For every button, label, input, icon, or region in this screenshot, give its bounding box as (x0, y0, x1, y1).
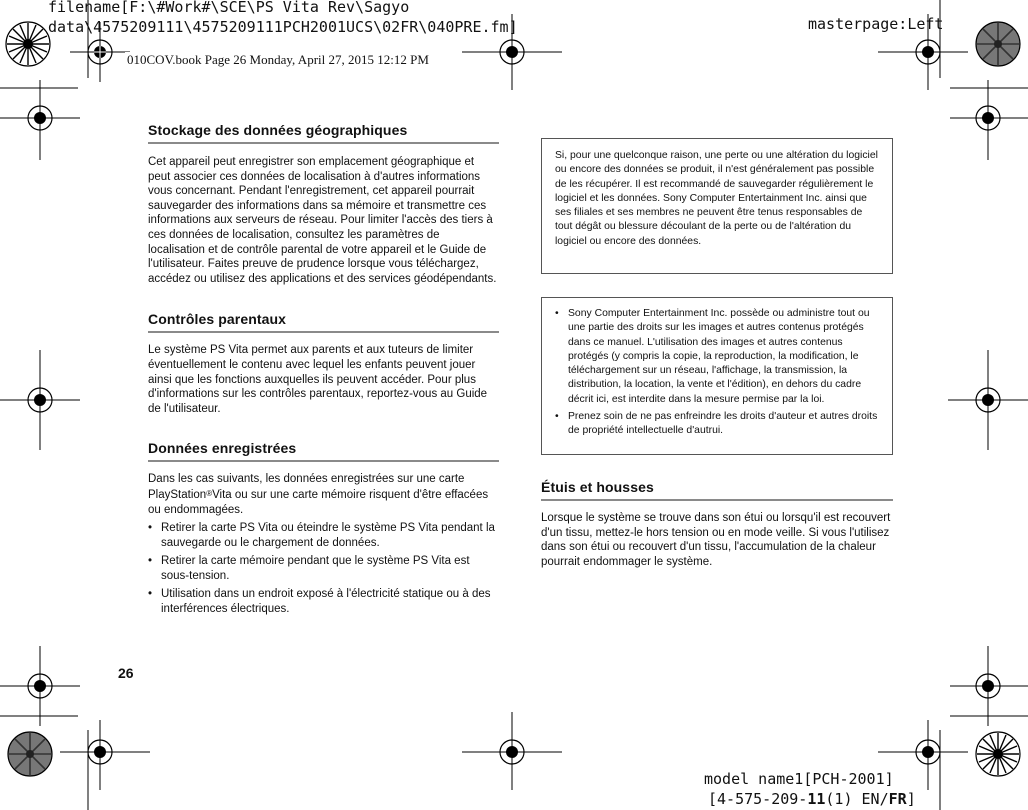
header-book-info: 010COV.book Page 26 Monday, April 27, 2015 12:12 PM (127, 52, 429, 67)
section-text-geo (148, 155, 499, 286)
registered-mark: ® (206, 488, 213, 498)
list-item: • Utilisation dans un endroit exposé à l'électricité statique ou à des interférences électriques. (148, 587, 499, 616)
footer-code-prefix: [4-575-209- (708, 790, 808, 808)
section-title-saved-data: Données enregistrées (148, 440, 297, 457)
footer-code (708, 790, 916, 808)
footer-model-name: model name1[PCH-2001] (704, 770, 894, 788)
notice-box-data-loss (541, 138, 893, 274)
footer-code-end: ] (906, 790, 916, 808)
page-number: 26 (118, 665, 134, 681)
saved-data-list (148, 521, 499, 617)
header-filename-line2: data\4575209111\4575209111PCH2001UCS\02FR\040PRE.fm] (48, 18, 518, 36)
section-cases (541, 479, 893, 569)
section-text-cases (541, 511, 893, 569)
saved-data-intro-b: Vita ou sur une carte mémoire risquent d'être effacées ou endommagées. (148, 488, 489, 516)
left-column (148, 122, 499, 617)
section-rule (148, 460, 499, 462)
section-rule (148, 142, 499, 144)
saved-data-intro-a: Dans les cas suivants, les données enregistrées sur une carte PlayStation (148, 473, 465, 501)
section-rule (148, 331, 499, 333)
section-title-cases: Étuis et housses (541, 479, 654, 495)
header-filename-line1: filename[F:\#Work#\SCE\PS Vita Rev\Sagyo (48, 0, 410, 16)
footer-code-edition: 11 (807, 790, 826, 808)
list-item: • Prenez soin de ne pas enfreindre les droits d'auteur et autres droits de propriété intellectuelle d'autrui. (555, 410, 879, 439)
cases-paragraph: Lorsque le système se trouve dans son étui ou lorsqu'il est recouvert d'un tissu, mettez-le hors tension ou en mode veille. Si vous l'utilisez dans son étui ou recouvert d'un tissu, l'accumulation de la chaleur pourrait endommager le système. (541, 512, 891, 568)
notice-box-copyright (541, 297, 893, 455)
footer-code-lang: FR (888, 790, 907, 808)
header-masterpage: masterpage:Left (808, 15, 944, 33)
list-item: • Retirer la carte mémoire pendant que le système PS Vita est sous-tension. (148, 554, 499, 583)
saved-data-intro (148, 472, 499, 517)
list-item: • Retirer la carte PS Vita ou éteindre le système PS Vita pendant la sauvegarde ou le chargement de données. (148, 521, 499, 550)
section-rule (541, 499, 893, 501)
section-title-parental: Contrôles parentaux (148, 311, 287, 328)
geo-paragraph: Cet appareil peut enregistrer son emplacement géographique et peut associer ces données de localisation à d'autres informations vous concernant. Pendant l'enregistrement, cet appareil pourrait sauvegarder des informations dans sa mémoire et transmettre ces informations aux serveurs de réseau. Pour limiter l'accès des tiers à ces données de localisation, consultez les paramètres de localisation et de contrôle parental de votre appareil et le Guide de l'utilisateur. Faites preuve de prudence lorsque vous téléchargez, accédez ou utilisez des applications et des services géodépendants. (148, 156, 497, 285)
section-text-parental (148, 343, 499, 416)
footer-code-mid: (1) EN/ (825, 790, 889, 808)
copyright-list (555, 307, 879, 439)
list-item: • Sony Computer Entertainment Inc. possède ou administre tout ou une partie des droits sur les images et autres contenus protégés dans ce manuel. L'utilisation des images et autres contenus protégés (y compris la copie, la reproduction, la modification, le téléchargement sur un réseau, l'affichage, la transmission, la distribution, la location, la vente et l'édition), en dehors du cadre décrit ici, est interdite dans la mesure permise par la loi. (555, 307, 879, 407)
parental-paragraph: Le système PS Vita permet aux parents et aux tuteurs de limiter éventuellement le contenu avec lequel les enfants peuvent jouer ainsi que les fonctions auxquelles ils peuvent accéder. Pour plus d'informations sur les contrôles parentaux, reportez-vous au Guide de l'utilisateur. (148, 344, 488, 415)
section-text-saved-data (148, 472, 499, 616)
section-title-geo: Stockage des données géographiques (148, 122, 408, 138)
data-loss-text: Si, pour une quelconque raison, une perte ou une altération du logiciel ou encore des données se produit, il n'est généralement pas possible de les récupérer. Il est recommandé de sauvegarder régulièrement le logiciel et les données. Sony Computer Entertainment Inc. ainsi que ses filiales et ses membres ne peuvent être tenus responsables de tout dégât ou blessure découlant de la perte ou de l'altération du logiciel ou encore des données. (555, 150, 878, 247)
